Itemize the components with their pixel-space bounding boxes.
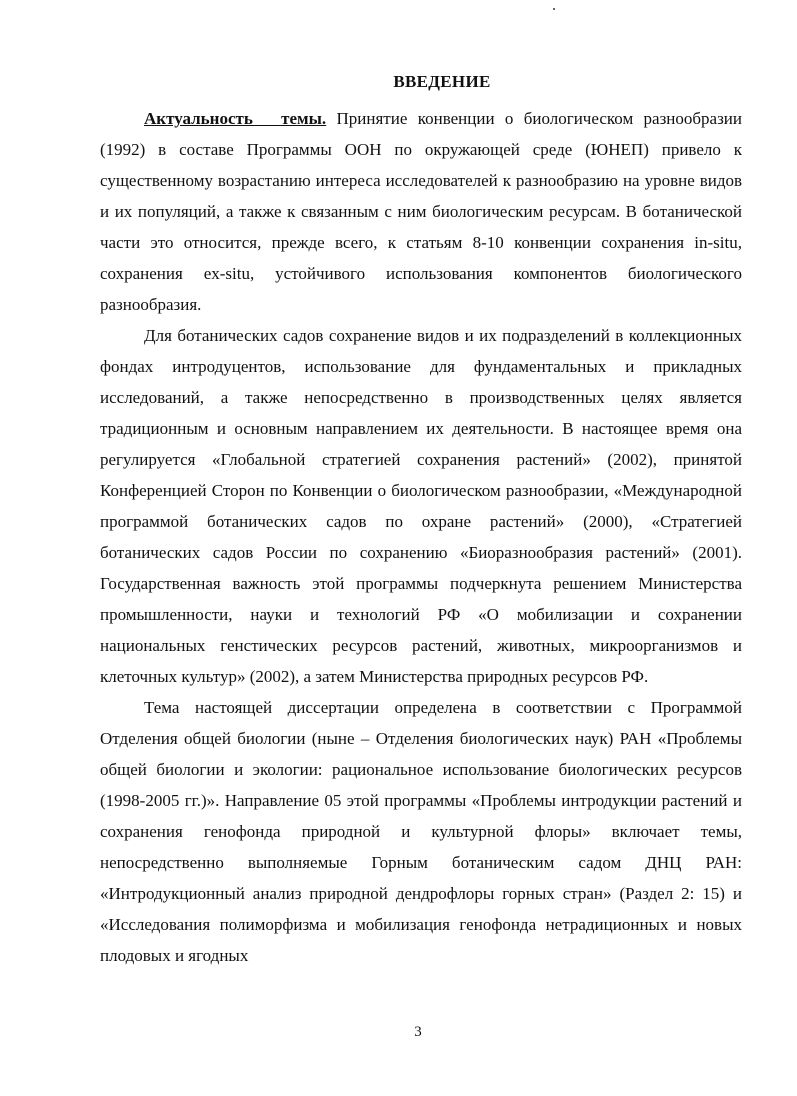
paragraph-lead: Актуальность темы. — [144, 109, 327, 128]
page-heading: ВВЕДЕНИЕ — [393, 72, 491, 91]
scan-speck — [553, 8, 555, 10]
paragraph-3 — [100, 692, 742, 971]
body-text — [100, 103, 742, 971]
paragraph-text: Для ботанических садов сохранение видов и их подразделений в коллекционных фондах интродуцентов, использование для фундаментальных и прикладных исследований, а также непосредственно в производственных целях является традиционным и основным направлением их деятельности. В настоящее время она регулируется «Глобальной стратегией сохранения растений» (2002), принятой Конференцией Сторон по Конвенции о биологическом разнообразии, «Международной программой ботанических садов по охране растений» (2000), «Стратегией ботанических садов России по сохранению «Биоразнообразия растений» (2001). Государственная важность этой программы подчеркнута решением Министерства промышленности, науки и технологий РФ «О мобилизации и сохранении национальных генстических ресурсов растений, животных, микроорганизмов и клеточных культур» (2002), а затем Министерства природных ресурсов РФ. — [100, 326, 742, 686]
paragraph-text: Принятие конвенции о биологическом разнообразии (1992) в составе Программы ООН по окружающей среде (ЮНЕП) привело к существенному возрастанию интереса исследователей к разнообразию на уровне видов и их популяций, а также к связанным с ним биологическим ресурсам. В ботанической части это относится, прежде всего, к статьям 8-10 конвенции сохранения in-situ, сохранения ex-situ, устойчивого использования компонентов биологического разнообразия. — [100, 109, 742, 314]
page-number: 3 — [414, 1024, 422, 1040]
paragraph-1 — [100, 103, 742, 320]
paragraph-text: Тема настоящей диссертации определена в соответствии с Программой Отделения общей биологии (ныне – Отделения биологических наук) РАН «Проблемы общей биологии и экологии: рациональное использование биологических ресурсов (1998-2005 гг.)». Направление 05 этой программы «Проблемы интродукции растений и сохранения генофонда природной и культурной флоры» включает темы, непосредственно выполняемые Горным ботаническим садом ДНЦ РАН: «Интродукционный анализ природной дендрофлоры горных стран» (Раздел 2: 15) и «Исследования полиморфизма и мобилизация генофонда нетрадиционных и новых плодовых и ягодных — [100, 698, 742, 965]
paragraph-2 — [100, 320, 742, 692]
